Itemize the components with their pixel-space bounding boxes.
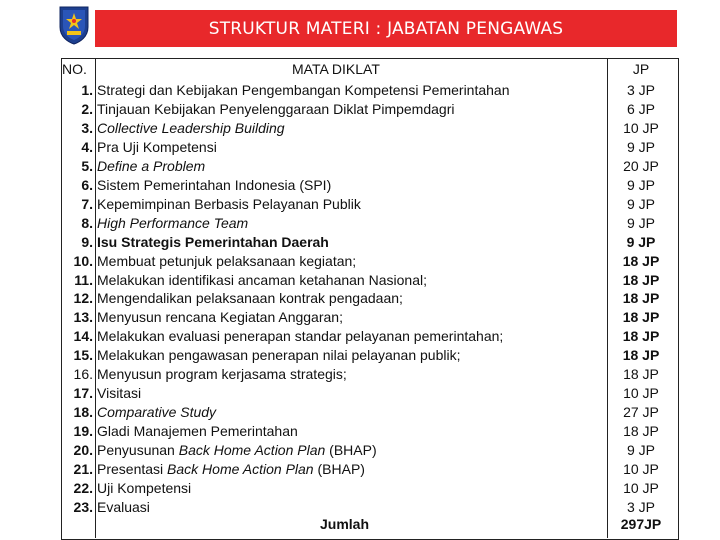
course-title	[97, 328, 503, 345]
row-number: 19.	[73, 423, 93, 440]
jp-hours: 9 JP	[626, 214, 655, 231]
table-row	[62, 253, 676, 270]
course-title	[97, 385, 141, 402]
jp-hours: 18 JP	[622, 347, 660, 364]
course-title	[97, 499, 150, 516]
course-title-part: Comparative Study	[97, 404, 217, 421]
table-row	[62, 347, 676, 364]
jp-hours: 6 JP	[626, 100, 655, 117]
jp-hours: 9 JP	[626, 138, 655, 155]
row-number: 7.	[81, 195, 93, 212]
course-title-part: Menyusun rencana Kegiatan Anggaran;	[97, 309, 343, 326]
table-row	[62, 366, 676, 383]
course-title	[97, 347, 461, 364]
course-title-part: (BHAP)	[325, 442, 377, 459]
table-row	[62, 328, 676, 345]
jp-hours: 9 JP	[626, 442, 655, 459]
table-row	[62, 290, 676, 307]
row-number: 2.	[81, 100, 93, 117]
course-title	[97, 309, 343, 326]
table-row	[62, 442, 676, 459]
course-title	[97, 272, 427, 289]
course-title-part: Menyusun program kerjasama strategis;	[97, 366, 347, 383]
jp-hours: 18 JP	[622, 290, 660, 307]
course-title	[97, 290, 403, 307]
table-row	[62, 499, 676, 516]
jp-hours: 18 JP	[622, 328, 660, 345]
table-row	[62, 404, 676, 421]
row-number: 9.	[81, 233, 93, 250]
course-title-part: Back Home Action Plan	[167, 461, 314, 477]
row-number: 8.	[81, 214, 93, 231]
table-row	[62, 158, 676, 175]
row-number: 14.	[73, 328, 93, 345]
course-title	[97, 158, 205, 175]
table-row	[62, 461, 676, 478]
jp-hours: 9 JP	[626, 176, 655, 193]
course-title-part: Collective Leadership Building	[97, 119, 285, 136]
row-number: 3.	[81, 119, 93, 136]
jp-hours: 18 JP	[623, 423, 659, 440]
course-title	[97, 139, 217, 156]
course-title-part: Strategi dan Kebijakan Pengembangan Kompetensi Pemerintahan	[97, 82, 510, 98]
page-title-banner	[95, 10, 677, 47]
table-row	[62, 120, 676, 137]
course-title-part: High Performance Team	[97, 214, 249, 231]
course-title-part: Define a Problem	[97, 157, 206, 174]
jp-hours: 18 JP	[622, 271, 660, 288]
course-title	[97, 196, 361, 213]
jp-hours: 10 JP	[623, 385, 659, 402]
course-title-part: Visitasi	[97, 385, 142, 402]
course-title-part: (BHAP)	[313, 461, 365, 477]
table-row	[62, 139, 676, 156]
row-number: 22.	[73, 479, 93, 496]
course-title	[97, 404, 216, 421]
course-title	[97, 177, 331, 194]
table-row	[62, 101, 676, 118]
row-number: 1.	[81, 82, 93, 98]
course-title-part: Melakukan identifikasi ancaman ketahanan Nasional;	[97, 271, 427, 288]
row-number: 20.	[73, 442, 93, 459]
course-title-part: Penyusunan	[97, 442, 179, 459]
table-row	[62, 215, 676, 232]
row-number: 4.	[81, 138, 93, 155]
table-row	[62, 196, 676, 213]
course-title-part: Sistem Pemerintahan Indonesia (SPI)	[97, 176, 332, 193]
row-number: 6.	[81, 176, 93, 193]
row-number: 18.	[73, 404, 93, 421]
jp-hours: 3 JP	[626, 498, 655, 515]
course-title-part: Uji Kompetensi	[97, 479, 192, 496]
table-row	[62, 177, 676, 194]
jp-hours: 20 JP	[623, 157, 659, 174]
course-title-part: Pra Uji Kompetensi	[97, 138, 217, 155]
table-row	[62, 480, 676, 497]
course-title	[97, 366, 347, 383]
course-title-part: Tinjauan Kebijakan Penyelenggaraan Diklat Pimpemdagri	[97, 100, 455, 117]
total-label: Jumlah	[320, 516, 370, 532]
table-row	[62, 423, 676, 440]
course-title	[97, 101, 454, 118]
table-row	[62, 385, 676, 402]
jp-hours: 18 JP	[622, 309, 660, 326]
row-number: 16.	[73, 366, 93, 383]
jp-hours: 18 JP	[622, 252, 660, 269]
course-title-part: Melakukan pengawasan penerapan nilai pelayanan publik;	[97, 347, 461, 364]
course-title	[97, 215, 248, 232]
row-number: 21.	[73, 461, 93, 477]
row-number: 23.	[73, 498, 93, 515]
jp-hours: 10 JP	[623, 479, 659, 496]
course-title-part: Melakukan evaluasi penerapan standar pelayanan pemerintahan;	[97, 328, 504, 345]
table-row	[62, 234, 676, 251]
course-title	[97, 82, 510, 99]
total-value: 297JP	[620, 516, 662, 532]
course-title	[97, 253, 356, 270]
course-title	[97, 480, 191, 497]
course-title-part: Gladi Manajemen Pemerintahan	[97, 423, 298, 440]
row-number: 5.	[81, 157, 93, 174]
row-number: 11.	[74, 271, 93, 288]
row-number: 10.	[73, 252, 93, 269]
jp-hours: 27 JP	[623, 404, 659, 421]
course-title-part: Isu Strategis Pemerintahan Daerah	[97, 233, 329, 250]
course-title-part: Evaluasi	[97, 498, 150, 515]
row-number: 17.	[73, 385, 93, 402]
course-title-part: Mengendalikan pelaksanaan kontrak pengadaan;	[97, 290, 403, 307]
course-title	[97, 442, 377, 459]
course-title	[97, 423, 298, 440]
course-title-part: Kepemimpinan Berbasis Pelayanan Publik	[97, 195, 361, 212]
table-row	[62, 272, 676, 289]
course-title	[97, 120, 285, 137]
course-title	[97, 461, 365, 478]
ministry-emblem-icon	[58, 5, 90, 45]
jp-hours: 3 JP	[626, 82, 655, 98]
jp-hours: 10 JP	[623, 119, 659, 136]
course-title	[97, 234, 329, 251]
course-title-part: Presentasi	[97, 461, 168, 477]
column-header-title: MATA DIKLAT	[292, 61, 380, 77]
row-number: 15.	[73, 347, 93, 364]
jp-hours: 18 JP	[623, 366, 659, 383]
course-title-part: Membuat petunjuk pelaksanaan kegiatan;	[97, 252, 357, 269]
course-title-part: Back Home Action Plan	[178, 442, 326, 459]
jp-hours: 9 JP	[626, 233, 656, 250]
column-header-no: NO.	[62, 61, 87, 77]
column-header-jp: JP	[632, 61, 650, 77]
jp-hours: 9 JP	[626, 195, 655, 212]
jp-hours: 10 JP	[623, 461, 659, 477]
row-number: 12.	[73, 290, 93, 307]
table-row	[62, 309, 676, 326]
row-number: 13.	[73, 309, 93, 326]
page-title: STRUKTUR MATERI : JABATAN PENGAWAS	[208, 18, 564, 39]
table-row	[62, 82, 676, 99]
